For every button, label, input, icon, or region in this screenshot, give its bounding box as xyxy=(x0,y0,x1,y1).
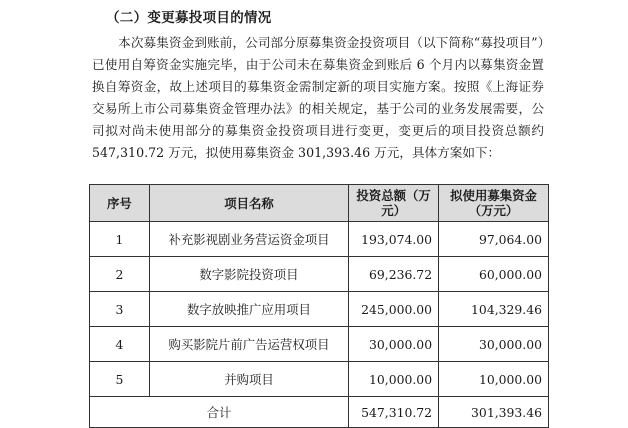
row-total: 30,000.00 xyxy=(349,327,439,362)
table-row xyxy=(90,292,549,327)
row-raised: 97,064.00 xyxy=(439,222,549,257)
row-name: 数字影院投资项目 xyxy=(149,257,348,292)
table-row xyxy=(90,257,549,292)
row-no: 4 xyxy=(90,327,150,362)
row-no: 2 xyxy=(90,257,150,292)
row-total: 193,074.00 xyxy=(349,222,439,257)
row-total: 69,236.72 xyxy=(349,257,439,292)
row-raised: 30,000.00 xyxy=(439,327,549,362)
row-no: 3 xyxy=(90,292,150,327)
row-total: 10,000.00 xyxy=(349,362,439,397)
row-name: 数字放映推广应用项目 xyxy=(149,292,348,327)
row-no: 1 xyxy=(90,222,150,257)
row-raised: 104,329.46 xyxy=(439,292,549,327)
row-name: 补充影视剧业务营运资金项目 xyxy=(149,222,348,257)
table-row xyxy=(90,362,549,397)
row-raised: 60,000.00 xyxy=(439,257,549,292)
paragraph-text: 本次募集资金到账前，公司部分原募集资金投资项目（以下简称“募投项目”）已使用自筹资金实施完毕，由于公司未在募集资金到账后 6 个月内以募集资金置换自筹资金，故上述项目的募集资金需制定新的项目实施方案。按照《上海证券交易所上市公司募集资金管理办法》的相关规定，基于公司的业务发展需要，公司拟对尚未使用部分的募集资金投资项目进行变更，变更后的项目投资总额约 547,310.72 万元，拟使用募集资金 301,393.46 万元，具体方案如下： xyxy=(92,35,544,160)
project-table xyxy=(89,184,549,428)
total-raised: 301,393.46 xyxy=(439,397,549,428)
table-total-row xyxy=(90,397,549,428)
table-row xyxy=(90,327,549,362)
row-raised: 10,000.00 xyxy=(439,362,549,397)
total-amount: 547,310.72 xyxy=(349,397,439,428)
total-label: 合计 xyxy=(90,397,349,428)
row-no: 5 xyxy=(90,362,150,397)
row-name: 购买影院片前广告运营权项目 xyxy=(149,327,348,362)
header-raised: 拟使用募集资金（万元） xyxy=(439,185,549,222)
row-name: 并购项目 xyxy=(149,362,348,397)
header-name: 项目名称 xyxy=(149,185,348,222)
row-total: 245,000.00 xyxy=(349,292,439,327)
section-heading: （二）变更募投项目的情况 xyxy=(106,10,272,26)
body-paragraph xyxy=(92,32,544,164)
header-total: 投资总额（万元） xyxy=(349,185,439,222)
table-row xyxy=(90,222,549,257)
header-no: 序号 xyxy=(90,185,150,222)
table-header-row xyxy=(90,185,549,222)
